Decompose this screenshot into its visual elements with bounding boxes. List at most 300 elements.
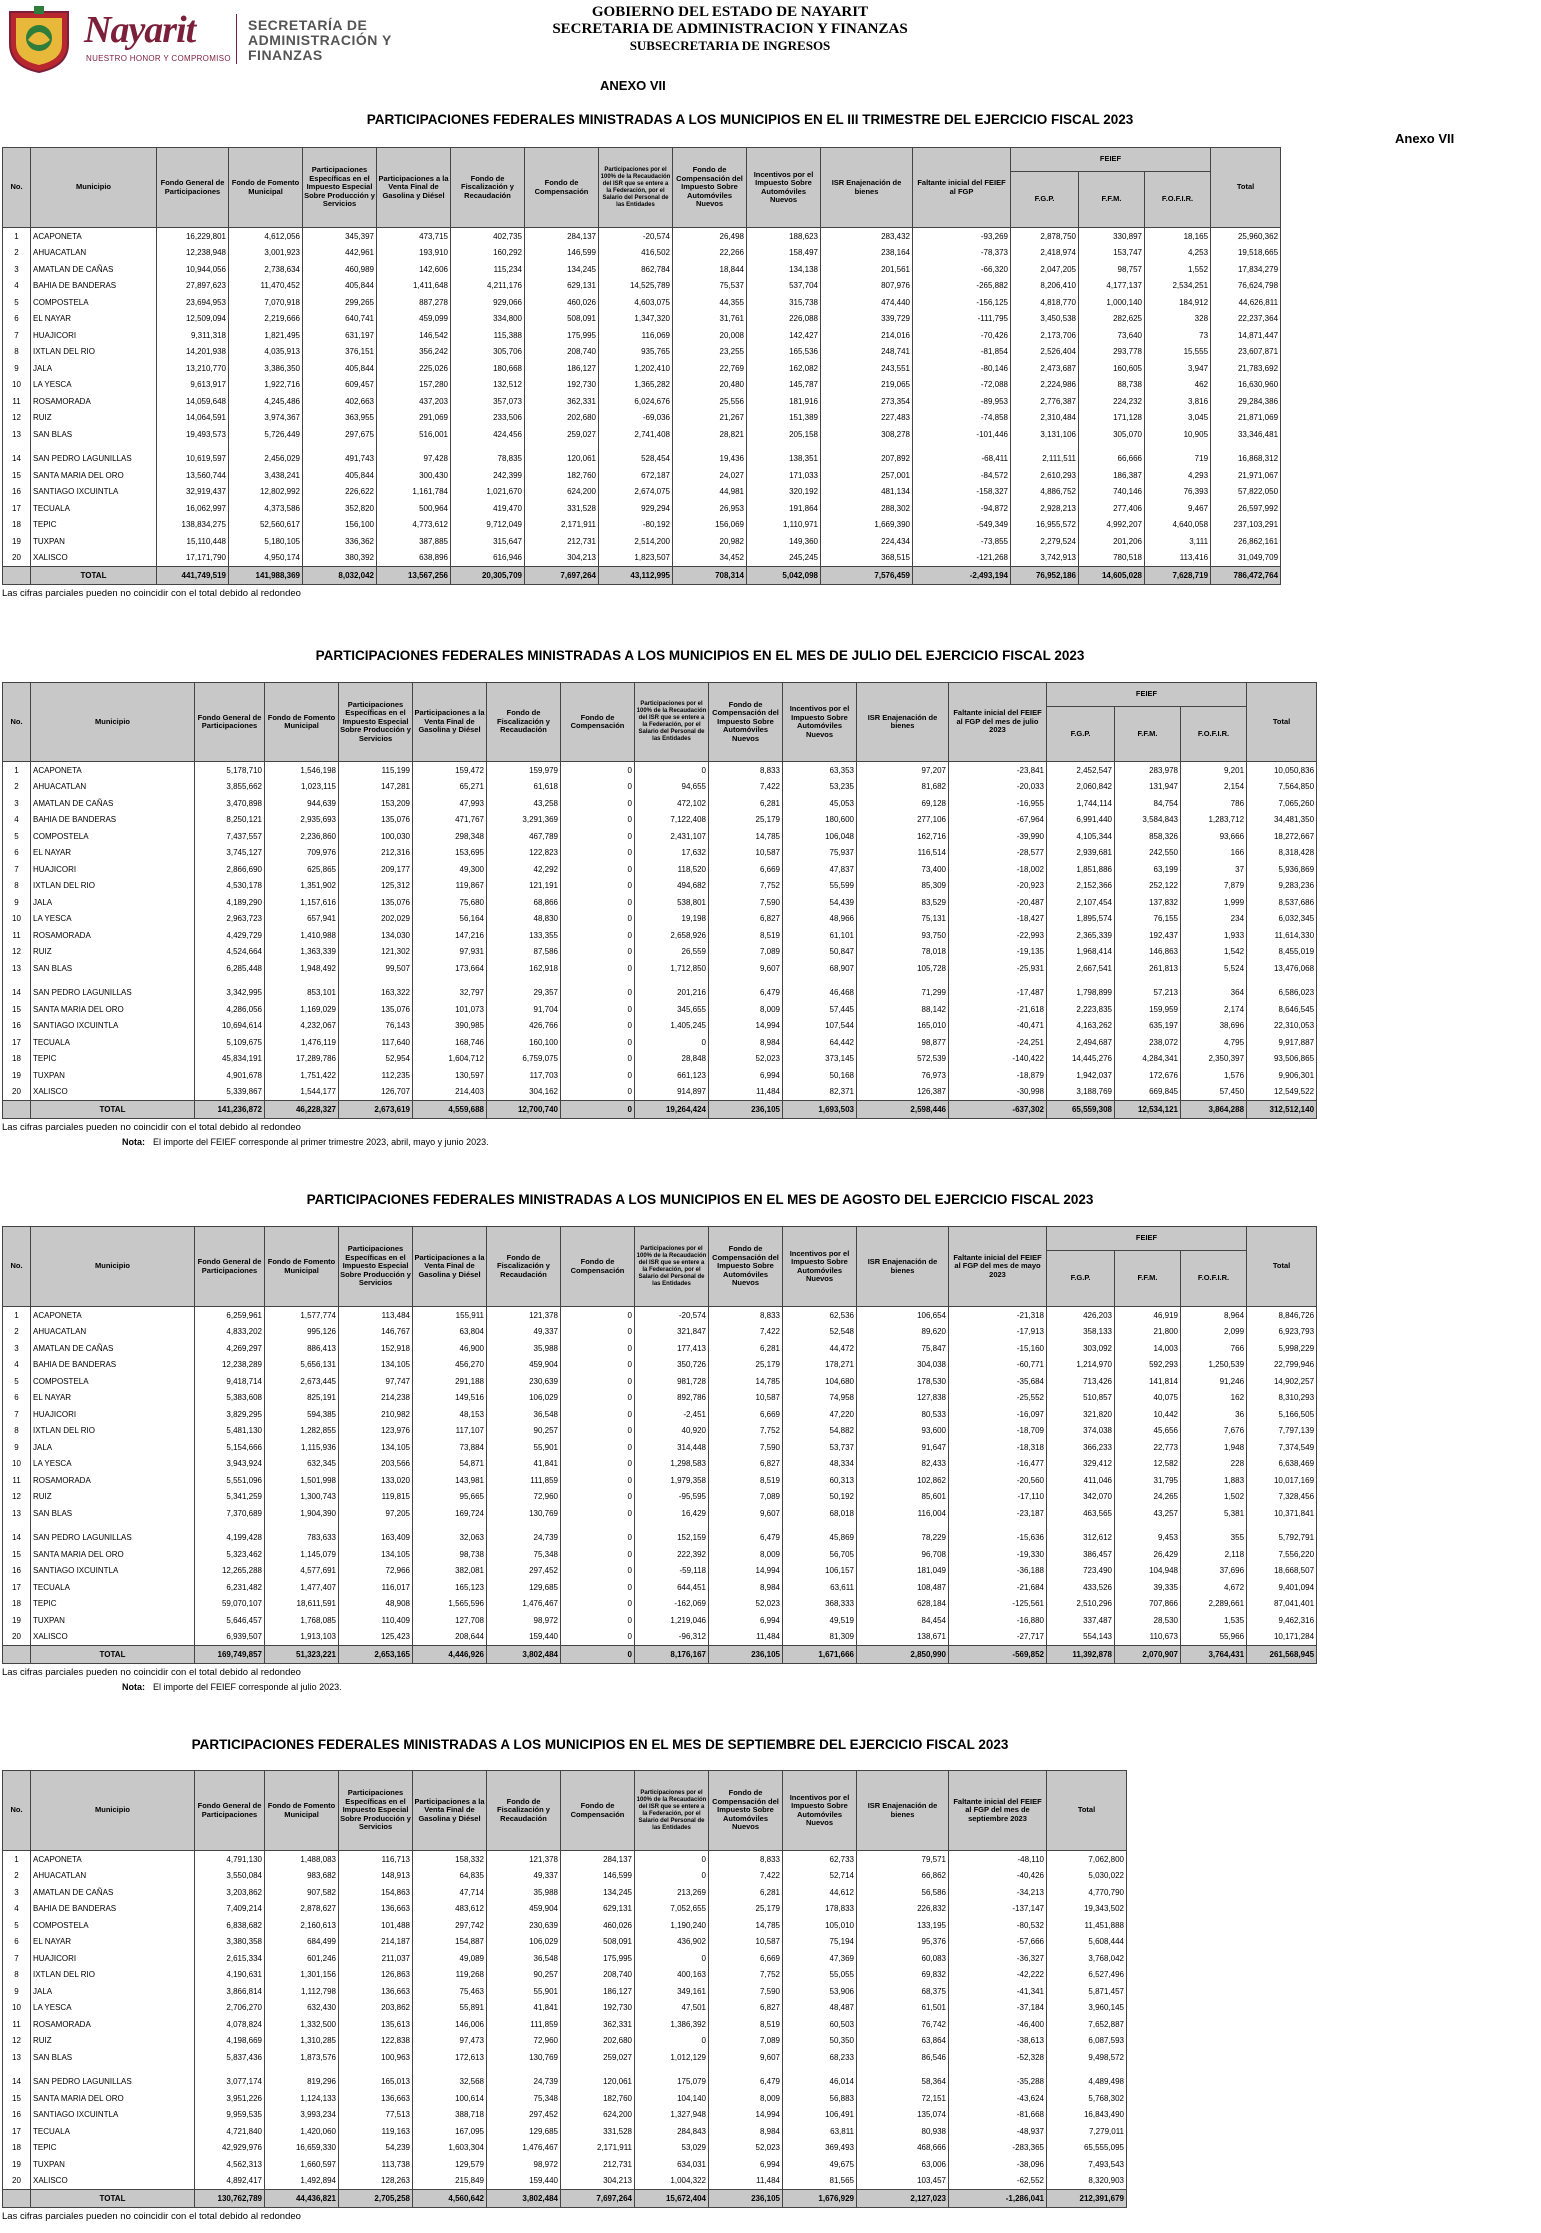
value-cell: 166 [1181, 845, 1247, 862]
value-cell: 2,741,408 [599, 426, 673, 443]
value-cell: 0 [561, 985, 635, 1002]
section-title: PARTICIPACIONES FEDERALES MINISTRADAS A LOS MUNICIPIOS EN EL III TRIMESTRE DEL EJERCICIO FISCAL 2023 [366, 112, 1134, 127]
municipio-name: AHUACATLAN [31, 1868, 195, 1885]
logo-divider [236, 14, 237, 64]
value-cell: 66,862 [857, 1868, 949, 1885]
value-cell: 234 [1181, 911, 1247, 928]
spacer-cell [31, 2066, 195, 2074]
value-cell: 4,189,290 [195, 894, 265, 911]
table-row [3, 550, 1281, 567]
municipio-name: SAN PEDRO LAGUNILLAS [31, 1530, 195, 1547]
value-cell: 18,668,507 [1247, 1563, 1317, 1580]
table-row [3, 311, 1281, 328]
value-cell: 123,976 [339, 1423, 413, 1440]
value-cell: 1,214,970 [1047, 1357, 1115, 1374]
value-cell: -18,002 [949, 861, 1047, 878]
value-cell: 52,023 [709, 1596, 783, 1613]
value-cell: -21,318 [949, 1307, 1047, 1324]
value-cell: 8,984 [709, 1579, 783, 1596]
municipio-name: ACAPONETA [31, 1851, 195, 1868]
row-number: 2 [3, 779, 31, 796]
value-cell: 2,706,270 [195, 2000, 265, 2017]
col-header-fgp_fund: Fondo General de Participaciones [195, 1227, 265, 1307]
total-value: 19,264,424 [635, 1101, 709, 1119]
value-cell: 405,844 [303, 360, 377, 377]
value-cell: 121,302 [339, 944, 413, 961]
municipio-name: SAN BLAS [31, 1505, 195, 1522]
value-cell: 110,673 [1115, 1629, 1181, 1646]
value-cell: 243,551 [821, 360, 913, 377]
value-cell: -18,709 [949, 1423, 1047, 1440]
value-cell: 1,169,029 [265, 1001, 339, 1018]
value-cell: 162,082 [747, 360, 821, 377]
row-number: 9 [3, 1439, 31, 1456]
value-cell: 230,639 [487, 1917, 561, 1934]
value-cell: 983,682 [265, 1868, 339, 1885]
value-cell: 208,740 [561, 1967, 635, 1984]
value-cell: 159,979 [487, 762, 561, 779]
value-cell: 54,882 [783, 1423, 857, 1440]
value-cell: 58,364 [857, 2074, 949, 2091]
table-row [3, 484, 1281, 501]
value-cell: 48,830 [487, 911, 561, 928]
value-cell: 308,278 [821, 426, 913, 443]
value-cell: 108,487 [857, 1579, 949, 1596]
spacer-cell [3, 443, 31, 451]
value-cell: 126,707 [339, 1084, 413, 1101]
participaciones-table [2, 682, 1317, 1119]
total-value: 11,392,878 [1047, 1646, 1115, 1664]
value-cell: 81,309 [783, 1629, 857, 1646]
table-row [3, 344, 1281, 361]
spacer-cell [413, 977, 487, 985]
value-cell: 508,091 [525, 311, 599, 328]
value-cell: 3,855,662 [195, 779, 265, 796]
spacer-cell [3, 1522, 31, 1530]
value-cell: 60,313 [783, 1472, 857, 1489]
spacer-row [3, 443, 1281, 451]
value-cell: 57,450 [1181, 1084, 1247, 1101]
value-cell: 130,769 [487, 2049, 561, 2066]
value-cell: 807,976 [821, 278, 913, 295]
row-number: 19 [3, 533, 31, 550]
value-cell: 616,946 [451, 550, 525, 567]
value-cell: 27,897,623 [157, 278, 229, 295]
value-cell: 463,565 [1047, 1505, 1115, 1522]
value-cell: 713,426 [1047, 1373, 1115, 1390]
value-cell: 160,100 [487, 1034, 561, 1051]
value-cell: 661,123 [635, 1067, 709, 1084]
value-cell: 305,706 [451, 344, 525, 361]
value-cell: 6,479 [709, 1530, 783, 1547]
value-cell: 1,660,597 [265, 2156, 339, 2173]
value-cell: 1,145,079 [265, 1546, 339, 1563]
municipio-name: SANTIAGO IXCUINTLA [31, 484, 157, 501]
value-cell: 86,546 [857, 2049, 949, 2066]
value-cell: 103,457 [857, 2173, 949, 2190]
value-cell: 211,037 [339, 1950, 413, 1967]
value-cell: 5,524 [1181, 960, 1247, 977]
table-row [3, 1967, 1127, 1984]
value-cell: 2,174 [1181, 1001, 1247, 1018]
value-cell: 82,371 [783, 1084, 857, 1101]
participaciones-table [2, 1770, 1127, 2208]
value-cell: 7,590 [709, 1983, 783, 2000]
value-cell: 214,403 [413, 1084, 487, 1101]
value-cell: 16,843,490 [1047, 2107, 1127, 2124]
spacer-cell [783, 1522, 857, 1530]
value-cell: 342,070 [1047, 1489, 1115, 1506]
value-cell: 629,131 [561, 1901, 635, 1918]
value-cell: 1,904,390 [265, 1505, 339, 1522]
value-cell: 95,376 [857, 1934, 949, 1951]
value-cell: 55,901 [487, 1439, 561, 1456]
value-cell: -162,069 [635, 1596, 709, 1613]
value-cell: -34,213 [949, 1884, 1047, 1901]
value-cell: 159,440 [487, 2173, 561, 2190]
total-blank [3, 2190, 31, 2208]
value-cell: 45,053 [783, 795, 857, 812]
value-cell: -94,872 [913, 500, 1011, 517]
municipio-name: IXTLAN DEL RIO [31, 1423, 195, 1440]
table-row [3, 1983, 1127, 2000]
value-cell: 75,131 [857, 911, 949, 928]
value-cell: 766 [1181, 1340, 1247, 1357]
total-value: 46,228,327 [265, 1101, 339, 1119]
value-cell: 207,892 [821, 451, 913, 468]
value-cell: 55,901 [487, 1983, 561, 2000]
value-cell: 44,981 [673, 484, 747, 501]
value-cell: -18,879 [949, 1067, 1047, 1084]
value-cell: 1,576 [1181, 1067, 1247, 1084]
value-cell: 40,075 [1115, 1390, 1181, 1407]
value-cell: 462 [1145, 377, 1211, 394]
value-cell: 24,739 [487, 1530, 561, 1547]
value-cell: 212,316 [339, 845, 413, 862]
value-cell: 134,245 [525, 261, 599, 278]
value-cell: 2,431,107 [635, 828, 709, 845]
value-cell: 284,137 [561, 1851, 635, 1868]
value-cell: 7,328,456 [1247, 1489, 1317, 1506]
value-cell: 345,397 [303, 228, 377, 245]
value-cell: 106,029 [487, 1934, 561, 1951]
value-cell: 146,599 [525, 245, 599, 262]
value-cell: 42,292 [487, 861, 561, 878]
col-header-isrbienes: ISR Enajenación de bienes [857, 1771, 949, 1851]
value-cell: 0 [635, 1851, 709, 1868]
col-header-fgp_fund: Fondo General de Participaciones [157, 148, 229, 228]
total-value: 3,764,431 [1181, 1646, 1247, 1664]
table-row [3, 294, 1281, 311]
value-cell: 146,863 [1115, 944, 1181, 961]
col-header-fcomp: Fondo de Compensación [561, 1771, 635, 1851]
col-header-faltante: Faltante inicial del FEIEF al FGP [913, 148, 1011, 228]
value-cell: 12,265,288 [195, 1563, 265, 1580]
spacer-cell [1079, 443, 1145, 451]
value-cell: 1,157,616 [265, 894, 339, 911]
value-cell: 222,392 [635, 1546, 709, 1563]
value-cell: 7,422 [709, 1324, 783, 1341]
value-cell: 3,943,924 [195, 1456, 265, 1473]
value-cell: 0 [561, 1307, 635, 1324]
value-cell: 135,076 [339, 1001, 413, 1018]
table-row [3, 533, 1281, 550]
value-cell: 7,122,408 [635, 812, 709, 829]
value-cell: 0 [561, 1456, 635, 1473]
value-cell: 115,388 [451, 327, 525, 344]
value-cell: -22,993 [949, 927, 1047, 944]
value-cell: 6,669 [709, 1950, 783, 1967]
row-number: 4 [3, 278, 31, 295]
value-cell: 149,516 [413, 1390, 487, 1407]
value-cell: 106,048 [783, 828, 857, 845]
value-cell: 0 [561, 845, 635, 862]
value-cell: 2,878,627 [265, 1901, 339, 1918]
logo-sec-line-1: SECRETARÍA DE [248, 17, 368, 33]
value-cell: 2,866,690 [195, 861, 265, 878]
value-cell: 6,281 [709, 1884, 783, 1901]
col-header-gasolina: Participaciones a la Venta Final de Gasolina y Diésel [413, 683, 487, 762]
value-cell: 224,232 [1079, 393, 1145, 410]
value-cell: 8,846,726 [1247, 1307, 1317, 1324]
total-value: 3,864,288 [1181, 1101, 1247, 1119]
value-cell: 1,110,971 [747, 517, 821, 534]
value-cell: 41,841 [487, 2000, 561, 2017]
value-cell: 76,742 [857, 2016, 949, 2033]
value-cell: 1,768,085 [265, 1612, 339, 1629]
value-cell: 33,346,481 [1211, 426, 1281, 443]
value-cell: 153,209 [339, 795, 413, 812]
value-cell: 887,278 [377, 294, 451, 311]
row-number: 12 [3, 1489, 31, 1506]
value-cell: 34,481,350 [1247, 812, 1317, 829]
value-cell: 57,213 [1115, 985, 1181, 1002]
value-cell: 305,070 [1079, 426, 1145, 443]
value-cell: -38,613 [949, 2033, 1047, 2050]
spacer-cell [265, 977, 339, 985]
col-header-fcomp: Fondo de Compensación [561, 683, 635, 762]
col-header-feief_ffm: F.F.M. [1115, 707, 1181, 762]
value-cell: -20,560 [949, 1472, 1047, 1489]
value-cell: 1,282,855 [265, 1423, 339, 1440]
total-value: 2,598,446 [857, 1101, 949, 1119]
value-cell: 7,065,260 [1247, 795, 1317, 812]
value-cell: 153,747 [1079, 245, 1145, 262]
value-cell: 1,021,670 [451, 484, 525, 501]
value-cell: 10,587 [709, 1934, 783, 1951]
total-row [3, 567, 1281, 585]
value-cell: 203,862 [339, 2000, 413, 2017]
value-cell: 6,281 [709, 1340, 783, 1357]
value-cell: 1,603,304 [413, 2140, 487, 2157]
value-cell: 886,413 [265, 1340, 339, 1357]
value-cell: 11,451,888 [1047, 1917, 1127, 1934]
value-cell: 226,832 [857, 1901, 949, 1918]
municipio-name: LA YESCA [31, 2000, 195, 2017]
value-cell: 3,947 [1145, 360, 1211, 377]
value-cell: 4,105,344 [1047, 828, 1115, 845]
nota-text: El importe del FEIEF corresponde al primer trimestre 2023, abril, mayo y junio 2023. [153, 1137, 489, 1147]
spacer-cell [1181, 977, 1247, 985]
value-cell: 1,501,998 [265, 1472, 339, 1489]
value-cell: 16,429 [635, 1505, 709, 1522]
rounding-footnote: Las cifras parciales pueden no coincidir con el total debido al redondeo [2, 588, 301, 599]
value-cell: 416,502 [599, 245, 673, 262]
table-row [3, 1884, 1127, 1901]
value-cell: 1,115,936 [265, 1439, 339, 1456]
value-cell: 94,655 [635, 779, 709, 796]
col-header-fofir_fund: Fondo de Fiscalización y Recaudación [487, 683, 561, 762]
row-number: 8 [3, 344, 31, 361]
table-row [3, 845, 1317, 862]
value-cell: 6,527,496 [1047, 1967, 1127, 1984]
value-cell: -24,251 [949, 1034, 1047, 1051]
table-row [3, 1629, 1317, 1646]
row-number: 7 [3, 1950, 31, 1967]
municipio-name: HUAJICORI [31, 327, 157, 344]
value-cell: 214,187 [339, 1934, 413, 1951]
value-cell: 63,864 [857, 2033, 949, 2050]
value-cell: 0 [561, 762, 635, 779]
value-cell: 299,265 [303, 294, 377, 311]
municipio-name: LA YESCA [31, 377, 157, 394]
value-cell: 14,785 [709, 828, 783, 845]
value-cell: 491,743 [303, 451, 377, 468]
table-row [3, 467, 1281, 484]
value-cell: 134,105 [339, 1357, 413, 1374]
value-cell: 16,955,572 [1011, 517, 1079, 534]
value-cell: -16,955 [949, 795, 1047, 812]
value-cell: 634,031 [635, 2156, 709, 2173]
value-cell: 5,178,710 [195, 762, 265, 779]
col-header-compisan: Fondo de Compensación del Impuesto Sobre Automóviles Nuevos [709, 1771, 783, 1851]
value-cell: 47,837 [783, 861, 857, 878]
value-cell: 11,484 [709, 2173, 783, 2190]
col-header-total: Total [1247, 683, 1317, 762]
value-cell: 20,008 [673, 327, 747, 344]
value-cell: 12,802,992 [229, 484, 303, 501]
value-cell: 4,429,729 [195, 927, 265, 944]
row-number: 12 [3, 2033, 31, 2050]
value-cell: 331,528 [525, 500, 599, 517]
value-cell: 14,445,276 [1047, 1051, 1115, 1068]
value-cell: 5,341,259 [195, 1489, 265, 1506]
value-cell: 1,883 [1181, 1472, 1247, 1489]
value-cell: 6,827 [709, 911, 783, 928]
row-number: 11 [3, 393, 31, 410]
value-cell: 460,026 [561, 1917, 635, 1934]
value-cell: 481,134 [821, 484, 913, 501]
value-cell: 78,018 [857, 944, 949, 961]
value-cell: 131,947 [1115, 779, 1181, 796]
value-cell: 116,069 [599, 327, 673, 344]
value-cell: 11,484 [709, 1084, 783, 1101]
value-cell: 382,081 [413, 1563, 487, 1580]
value-cell: 0 [561, 1051, 635, 1068]
value-cell: 1,823,507 [599, 550, 673, 567]
value-cell: 173,664 [413, 960, 487, 977]
value-cell: 115,234 [451, 261, 525, 278]
municipio-name: AHUACATLAN [31, 245, 157, 262]
value-cell: 226,622 [303, 484, 377, 501]
value-cell: 72,966 [339, 1563, 413, 1580]
value-cell: 110,409 [339, 1612, 413, 1629]
municipio-name: SANTA MARIA DEL ORO [31, 1546, 195, 1563]
value-cell: 22,310,053 [1247, 1018, 1317, 1035]
spacer-cell [635, 977, 709, 985]
value-cell: 7,422 [709, 779, 783, 796]
total-value: 236,105 [709, 2190, 783, 2208]
municipio-name: COMPOSTELA [31, 1917, 195, 1934]
col-header-isrbienes: ISR Enajenación de bienes [857, 1227, 949, 1307]
value-cell: 12,509,094 [157, 311, 229, 328]
value-cell: 18,611,591 [265, 1596, 339, 1613]
col-header-ieps: Participaciones Específicas en el Impuesto Especial Sobre Producción y Servicios [339, 683, 413, 762]
col-header-faltante: Faltante inicial del FEIEF al FGP del mes de julio 2023 [949, 683, 1047, 762]
value-cell: 113,738 [339, 2156, 413, 2173]
value-cell: 442,961 [303, 245, 377, 262]
value-cell: 182,760 [525, 467, 599, 484]
value-cell: 127,838 [857, 1390, 949, 1407]
row-number: 11 [3, 1472, 31, 1489]
value-cell: 54,871 [413, 1456, 487, 1473]
municipio-name: EL NAYAR [31, 1390, 195, 1407]
col-header-compisan: Fondo de Compensación del Impuesto Sobre Automóviles Nuevos [709, 683, 783, 762]
value-cell: 8,206,410 [1011, 278, 1079, 295]
value-cell: 9,462,316 [1247, 1612, 1317, 1629]
value-cell: 10,619,597 [157, 451, 229, 468]
value-cell: 1,535 [1181, 1612, 1247, 1629]
value-cell: 6,087,593 [1047, 2033, 1127, 2050]
value-cell: 138,351 [747, 451, 821, 468]
municipio-name: ROSAMORADA [31, 1472, 195, 1489]
spacer-cell [1247, 1522, 1317, 1530]
spacer-cell [673, 443, 747, 451]
value-cell: 352,820 [303, 500, 377, 517]
total-value: 2,653,165 [339, 1646, 413, 1664]
value-cell: 133,195 [857, 1917, 949, 1934]
value-cell: 18,165 [1145, 228, 1211, 245]
value-cell: 31,795 [1115, 1472, 1181, 1489]
municipio-name: TUXPAN [31, 533, 157, 550]
value-cell: 386,457 [1047, 1546, 1115, 1563]
value-cell: 6,827 [709, 2000, 783, 2017]
total-value: 786,472,764 [1211, 567, 1281, 585]
table-row [3, 812, 1317, 829]
value-cell: 18,844 [673, 261, 747, 278]
value-cell: 63,199 [1115, 861, 1181, 878]
col-header-fofir_fund: Fondo de Fiscalización y Recaudación [487, 1771, 561, 1851]
total-value: 169,749,857 [195, 1646, 265, 1664]
total-value: 1,671,666 [783, 1646, 857, 1664]
value-cell: 362,331 [525, 393, 599, 410]
value-cell: 71,299 [857, 985, 949, 1002]
value-cell: 21,971,067 [1211, 467, 1281, 484]
total-value: 212,391,679 [1047, 2190, 1127, 2208]
value-cell: 1,476,467 [487, 2140, 561, 2157]
value-cell: 47,501 [635, 2000, 709, 2017]
col-header-feief: FEIEF [1047, 683, 1247, 707]
value-cell: 405,844 [303, 278, 377, 295]
value-cell: 345,655 [635, 1001, 709, 1018]
municipio-name: TECUALA [31, 1579, 195, 1596]
value-cell: 118,520 [635, 861, 709, 878]
value-cell: 34,452 [673, 550, 747, 567]
spacer-cell [821, 443, 913, 451]
value-cell: 297,452 [487, 1563, 561, 1580]
value-cell: 91,704 [487, 1001, 561, 1018]
value-cell: 93,600 [857, 1423, 949, 1440]
